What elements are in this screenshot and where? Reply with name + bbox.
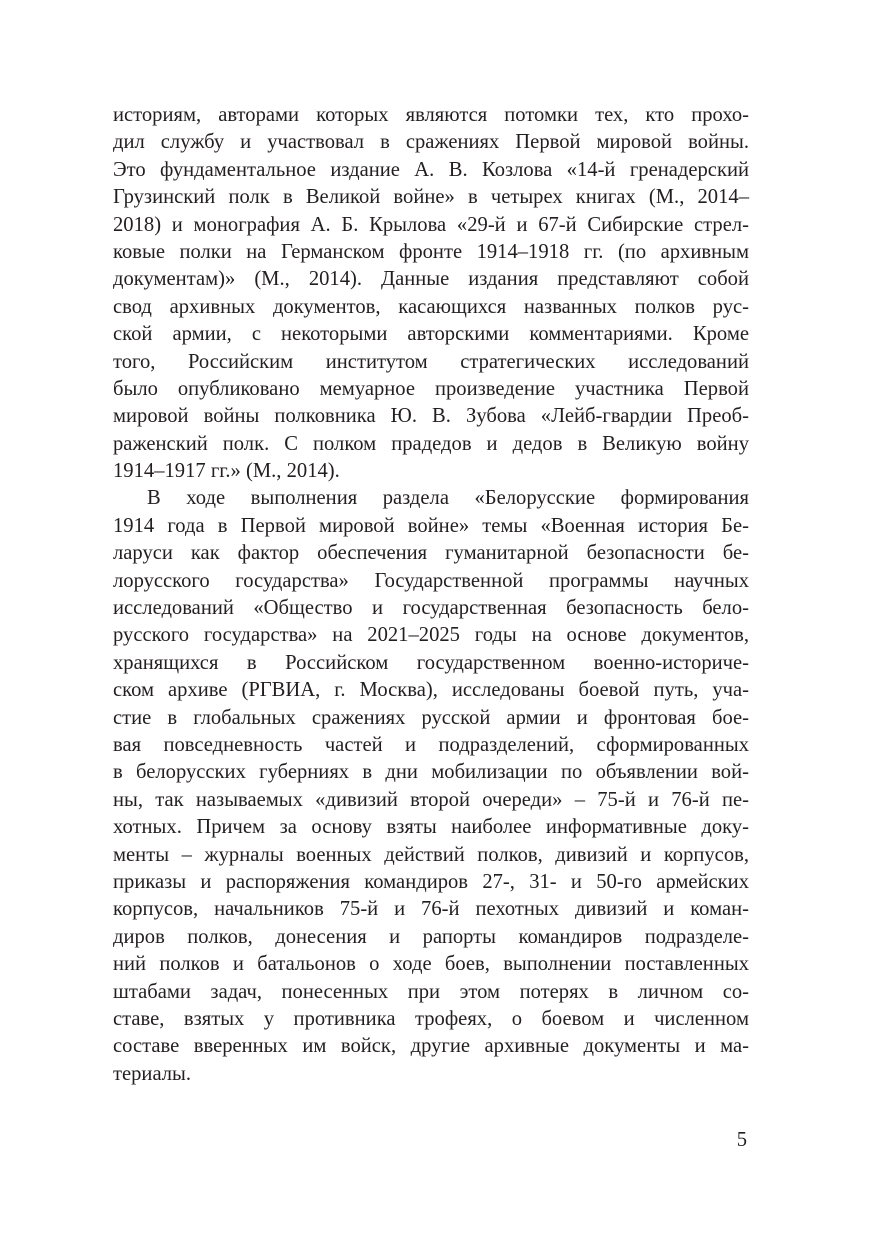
text-line: историям, авторами которых являются потомки тех, кто прохо- [113,104,749,126]
text-line: лорусского государства» Государственной программы научных [113,569,749,592]
text-line: хотных. Причем за основу взяты наиболее информативные доку- [113,816,749,839]
text-line: раженский полк. С полком прадедов и дедов в Великую войну [113,432,749,455]
text-line: стие в глобальных сражениях русской армии и фронтовая бое- [113,706,749,729]
text-line: Грузинский полк в Великой войне» в четырех книгах (М., 2014– [113,186,749,209]
text-line: 1914–1917 гг.» (М., 2014). [113,460,340,483]
text-line: свод архивных документов, касающихся названных полков рус- [113,295,749,318]
text-line: хранящихся в Российском государственном военно-историче- [113,651,749,674]
text-line: В ходе выполнения раздела «Белорусские формирования [147,487,749,510]
text-line: ларуси как фактор обеспечения гуманитарной безопасности бе- [113,542,749,565]
text-line: документам)» (М., 2014). Данные издания представляют собой [113,268,749,291]
text-line: ний полков и батальонов о ходе боев, выполнении поставленных [113,953,749,976]
text-line: составе вверенных им войск, другие архивные документы и ма- [113,1035,749,1058]
text-line: штабами задач, понесенных при этом потерях в личном со- [113,980,749,1003]
text-line: в белорусских губерниях в дни мобилизации по объявлении вой- [113,761,749,784]
text-line: менты – журналы военных действий полков, дивизий и корпусов, [113,843,749,866]
text-line: диров полков, донесения и рапорты командиров подразделе- [113,925,749,948]
paragraph-1 [113,102,749,485]
paragraph-2 [113,485,749,1088]
page-number: 5 [736,1129,747,1151]
text-line: мировой войны полковника Ю. В. Зубова «Лейб-гвардии Преоб- [113,405,749,428]
text-line: было опубликовано мемуарное произведение участника Первой [113,377,749,400]
text-line: ны, так называемых «дивизий второй очереди» – 75-й и 76-й пе- [113,788,749,811]
text-line: дил службу и участвовал в сражениях Первой мировой войны. [113,131,749,154]
text-line: ставе, взятых у противника трофеях, о боевом и численном [113,1007,749,1030]
text-line: ковые полки на Германском фронте 1914–1918 гг. (по архивным [113,240,749,263]
text-line: приказы и распоряжения командиров 27-, 31- и 50-го армейских [113,870,749,893]
text-line: 1914 года в Первой мировой войне» темы «Военная история Бе- [113,514,749,537]
text-line: корпусов, начальников 75-й и 76-й пехотных дивизий и коман- [113,898,749,921]
text-line: 2018) и монография А. Б. Крылова «29-й и 67-й Сибирские стрел- [113,213,749,236]
text-line: Это фундаментальное издание А. В. Козлова «14-й гренадерский [113,158,749,181]
body-text [113,102,749,1088]
text-line: того, Российским институтом стратегических исследований [113,350,749,373]
text-line: ской армии, с некоторыми авторскими комментариями. Кроме [113,323,749,346]
text-line: исследований «Общество и государственная безопасность бело- [113,597,749,620]
text-line: русского государства» на 2021–2025 годы на основе документов, [113,624,749,647]
text-line: териалы. [113,1062,192,1085]
text-line: вая повседневность частей и подразделений, сформированных [113,733,749,756]
text-line: ском архиве (РГВИА, г. Москва), исследованы боевой путь, уча- [113,679,749,702]
